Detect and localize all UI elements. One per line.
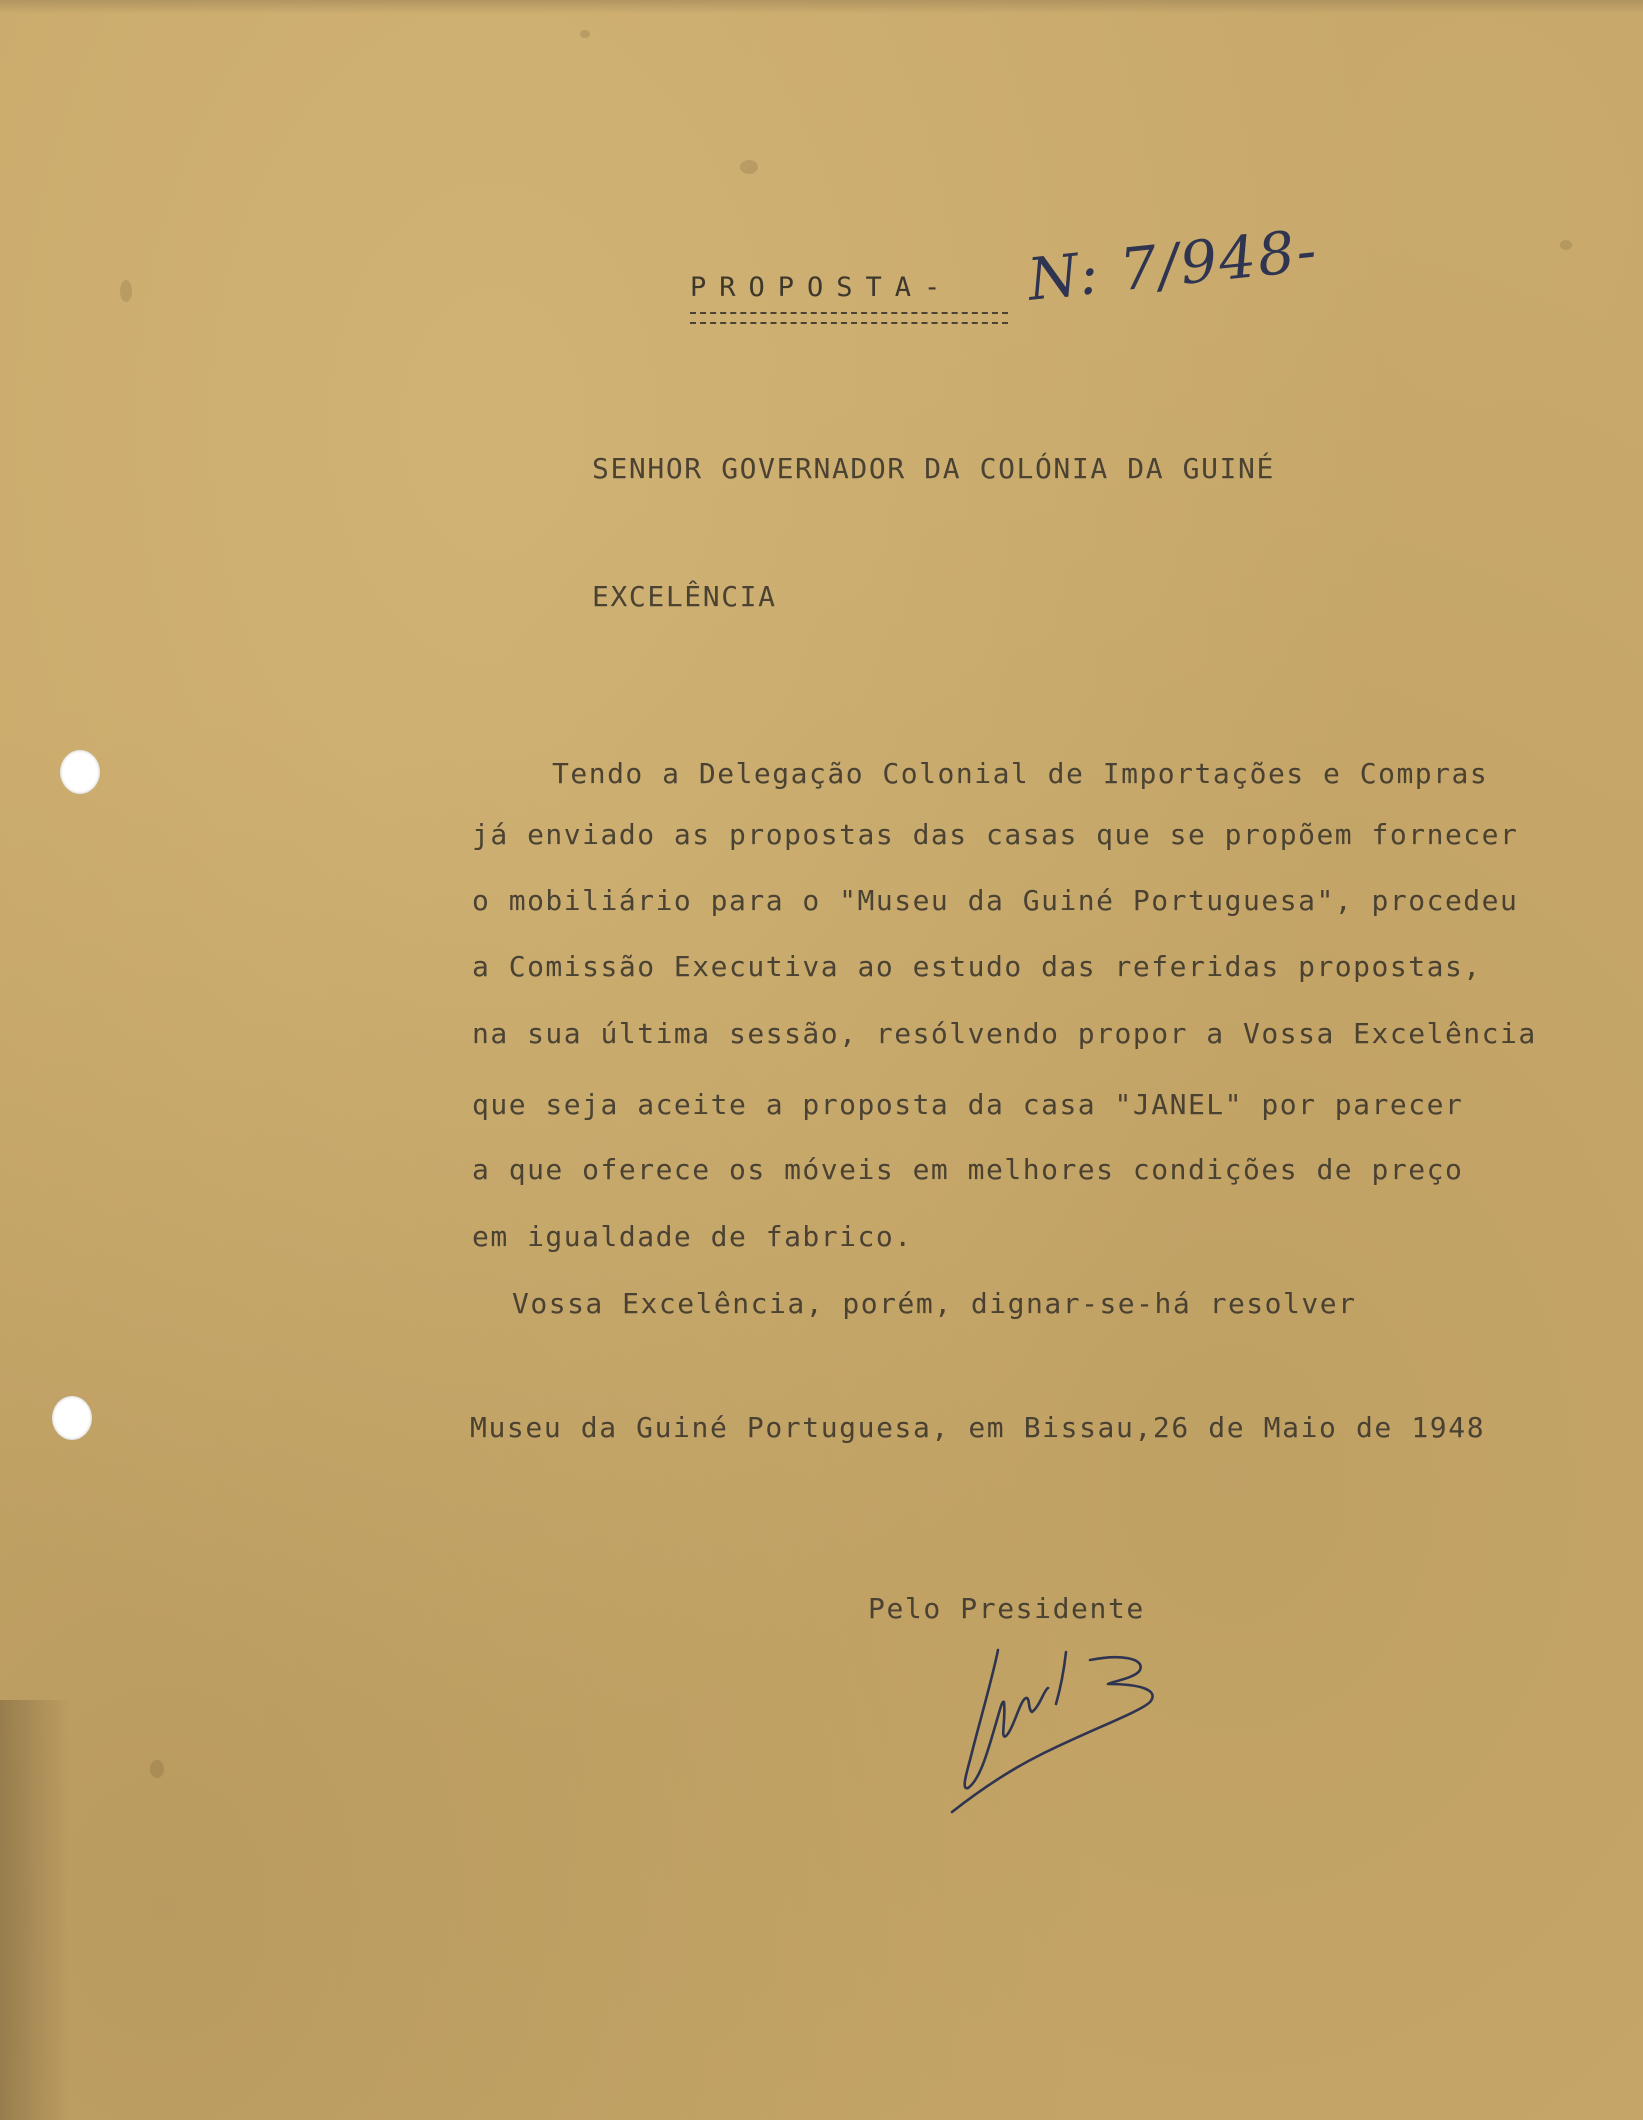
body-line: o mobiliário para o "Museu da Guiné Portuguesa", procedeu: [472, 884, 1519, 917]
heading-text: PROPOSTA-: [690, 272, 954, 303]
body-line: Vossa Excelência, porém, dignar-se-há resolver: [512, 1287, 1357, 1320]
body-line: Tendo a Delegação Colonial de Importações e Compras: [552, 757, 1489, 790]
signature-mark: [940, 1640, 1210, 1840]
punch-hole: [60, 750, 100, 794]
paper-speck: [1560, 240, 1572, 250]
body-line: a que oferece os móveis em melhores condições de preço: [472, 1153, 1464, 1186]
body-line: em igualdade de fabrico.: [472, 1220, 913, 1253]
handwritten-reference: N: 7/948-: [1024, 215, 1322, 314]
body-line: que seja aceite a proposta da casa "JANEL" por parecer: [472, 1088, 1464, 1121]
body-line: já enviado as propostas das casas que se propõem fornecer: [472, 818, 1519, 851]
dateline: Museu da Guiné Portuguesa, em Bissau,26 de Maio de 1948: [470, 1411, 1486, 1444]
body-line: na sua última sessão, resólvendo propor a Vossa Excelência: [472, 1017, 1537, 1050]
body-line: a Comissão Executiva ao estudo das referidas propostas,: [472, 950, 1482, 983]
paper-edge-shadow: [0, 1700, 70, 2120]
paper-speck: [580, 30, 590, 38]
paper-speck: [740, 160, 758, 174]
punch-hole: [52, 1396, 92, 1440]
document-heading: [690, 272, 953, 303]
paper-speck: [120, 280, 132, 302]
salutation-line: EXCELÊNCIA: [592, 580, 777, 613]
heading-underline: [690, 312, 1008, 324]
paper-speck: [150, 1760, 164, 1778]
closing-line: Pelo Presidente: [868, 1592, 1145, 1625]
addressee-line: SENHOR GOVERNADOR DA COLÓNIA DA GUINÉ: [592, 452, 1275, 485]
paper-top-edge: [0, 0, 1643, 14]
